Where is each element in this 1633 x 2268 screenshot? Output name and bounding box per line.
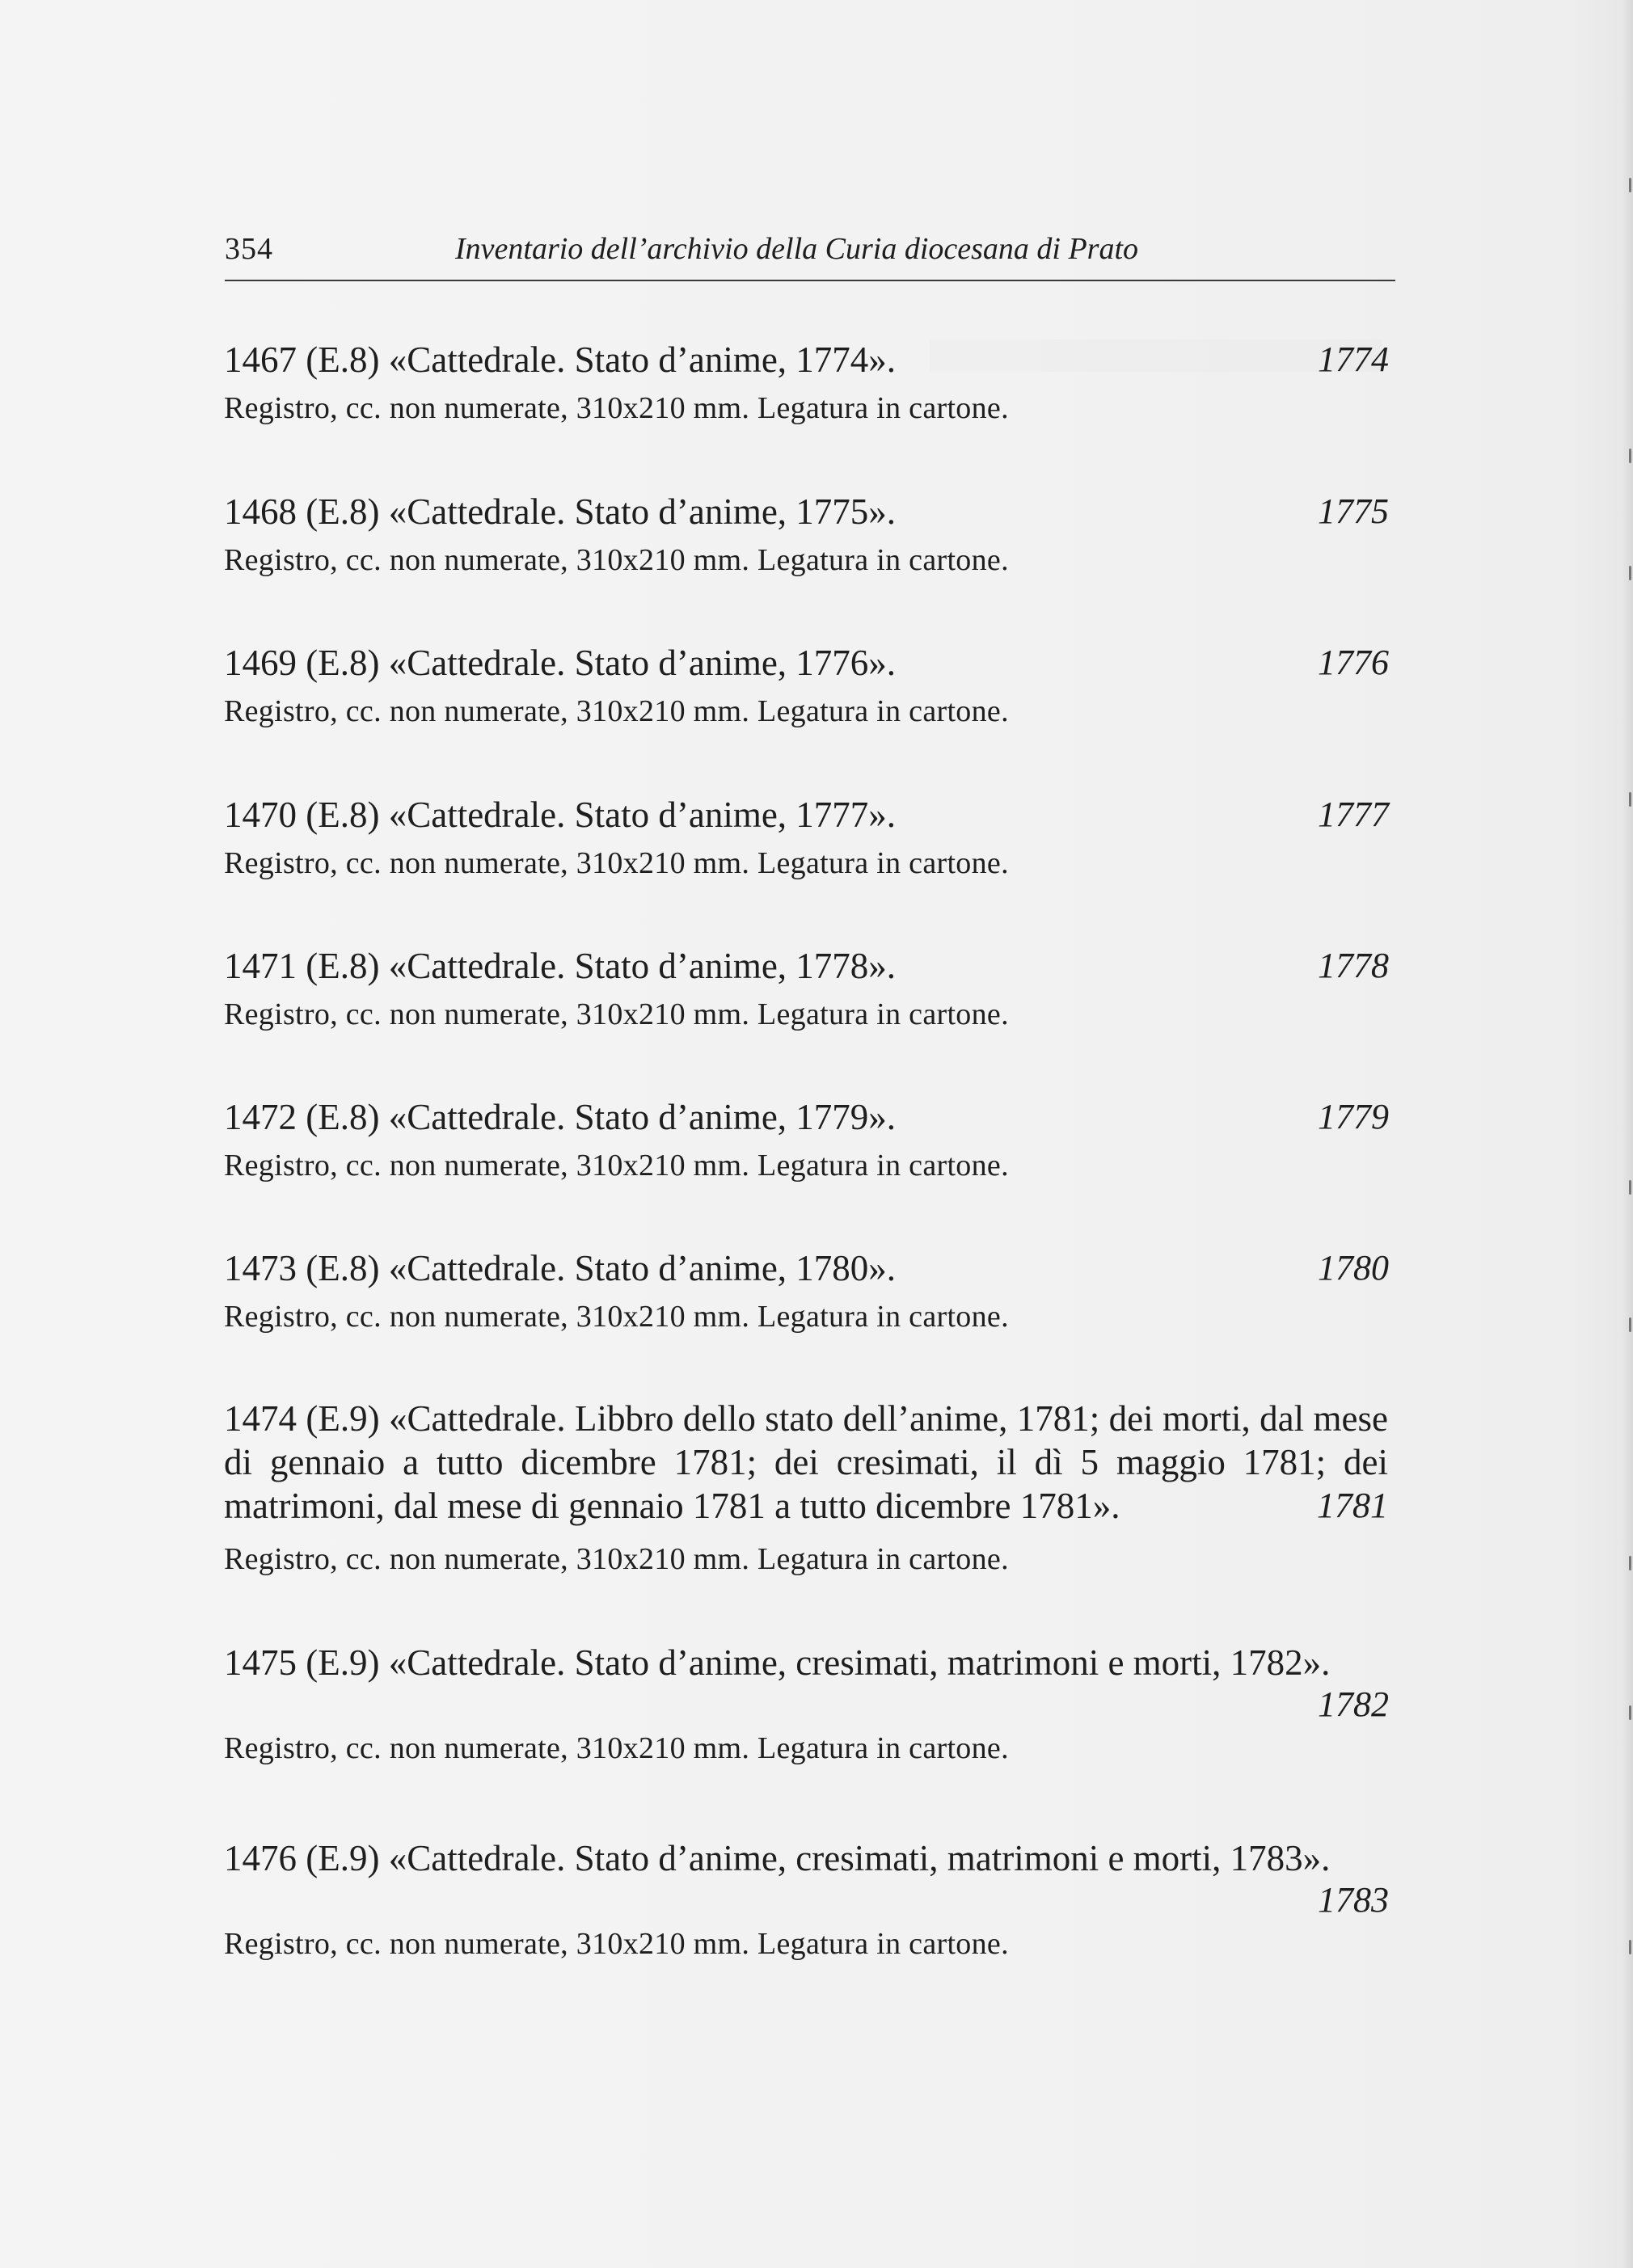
binding-mark xyxy=(1629,1940,1631,1954)
entry-title-line xyxy=(224,1246,1392,1290)
entry-title: 1474 (E.9) «Cattedrale. Libbro dello stato dell’anime, 1781; dei morti, dal mese di gennaio a tutto dicembre 1781; dei cresimati, il dì 5 maggio 1781; dei matrimoni, dal mese di gennaio 1781 a tutto dicembre 1781». xyxy=(224,1398,1388,1526)
entry-description: Registro, cc. non numerate, 310x210 mm. Legatura in cartone. xyxy=(224,846,1009,880)
inventory-entry xyxy=(224,1397,1392,1578)
entry-title: 1472 (E.8) «Cattedrale. Stato d’anime, 1779». xyxy=(224,1097,897,1137)
binding-mark xyxy=(1629,1180,1631,1195)
binding-mark xyxy=(1629,792,1631,807)
inventory-entry xyxy=(224,944,1392,1033)
entry-title-block xyxy=(224,1397,1388,1528)
entry-year: 1774 xyxy=(1318,339,1389,379)
inventory-entry xyxy=(224,1836,1392,1962)
binding-mark xyxy=(1629,1317,1631,1332)
binding-mark xyxy=(1629,1705,1631,1720)
entry-title-line xyxy=(224,1641,1392,1684)
entry-description: Registro, cc. non numerate, 310x210 mm. Legatura in cartone. xyxy=(224,1542,1009,1576)
entry-year: 1776 xyxy=(1318,643,1389,682)
inventory-entry xyxy=(224,793,1392,882)
entry-title-line xyxy=(224,490,1392,533)
entry-description: Registro, cc. non numerate, 310x210 mm. Legatura in cartone. xyxy=(224,1149,1009,1182)
entry-year: 1781 xyxy=(1317,1486,1388,1525)
entry-title: 1468 (E.8) «Cattedrale. Stato d’anime, 1775». xyxy=(224,491,897,532)
entry-description: Registro, cc. non numerate, 310x210 mm. Legatura in cartone. xyxy=(224,391,1009,425)
inventory-entry xyxy=(224,641,1392,730)
entry-year: 1782 xyxy=(1318,1684,1389,1724)
entry-description: Registro, cc. non numerate, 310x210 mm. Legatura in cartone. xyxy=(224,543,1009,577)
entry-year: 1775 xyxy=(1318,491,1389,531)
entry-title: 1467 (E.8) «Cattedrale. Stato d’anime, 1774». xyxy=(224,339,897,380)
binding-mark xyxy=(1629,178,1631,192)
entry-year: 1778 xyxy=(1318,946,1389,985)
running-head xyxy=(225,231,1395,281)
inventory-entry xyxy=(224,1641,1392,1767)
entry-description: Registro, cc. non numerate, 310x210 mm. Legatura in cartone. xyxy=(224,1731,1009,1765)
entry-year: 1777 xyxy=(1318,795,1389,834)
inventory-entry xyxy=(224,338,1392,427)
entry-description: Registro, cc. non numerate, 310x210 mm. Legatura in cartone. xyxy=(224,1927,1009,1961)
page-edge xyxy=(1622,0,1633,2268)
binding-mark xyxy=(1629,449,1631,463)
entry-description: Registro, cc. non numerate, 310x210 mm. Legatura in cartone. xyxy=(224,997,1009,1031)
entry-title: 1470 (E.8) «Cattedrale. Stato d’anime, 1777». xyxy=(224,795,897,835)
entry-title-line xyxy=(224,641,1392,685)
running-title: Inventario dell’archivio della Curia diocesana di Prato xyxy=(455,232,1139,266)
inventory-entry xyxy=(224,490,1392,579)
inventory-entry xyxy=(224,1095,1392,1184)
entry-description: Registro, cc. non numerate, 310x210 mm. Legatura in cartone. xyxy=(224,694,1009,728)
entry-year: 1783 xyxy=(1318,1880,1389,1920)
entry-title: 1469 (E.8) «Cattedrale. Stato d’anime, 1776». xyxy=(224,643,897,683)
entry-title: 1476 (E.9) «Cattedrale. Stato d’anime, cresimati, matrimoni e morti, 1783». xyxy=(224,1838,1331,1878)
page-number: 354 xyxy=(225,232,273,266)
entry-year: 1779 xyxy=(1318,1097,1389,1136)
binding-mark xyxy=(1629,1556,1631,1570)
entry-title-line xyxy=(224,793,1392,837)
entry-title: 1475 (E.9) «Cattedrale. Stato d’anime, cresimati, matrimoni e morti, 1782». xyxy=(224,1642,1331,1683)
entry-title-line xyxy=(224,1095,1392,1139)
entry-title-line xyxy=(224,1836,1392,1880)
entry-title-line xyxy=(224,944,1392,988)
entry-title: 1473 (E.8) «Cattedrale. Stato d’anime, 1780». xyxy=(224,1248,897,1288)
entry-description: Registro, cc. non numerate, 310x210 mm. Legatura in cartone. xyxy=(224,1300,1009,1334)
entry-title: 1471 (E.8) «Cattedrale. Stato d’anime, 1778». xyxy=(224,946,897,986)
entry-title-line xyxy=(224,338,1392,382)
inventory-entry xyxy=(224,1246,1392,1335)
entry-year: 1780 xyxy=(1318,1248,1389,1288)
binding-mark xyxy=(1629,566,1631,580)
